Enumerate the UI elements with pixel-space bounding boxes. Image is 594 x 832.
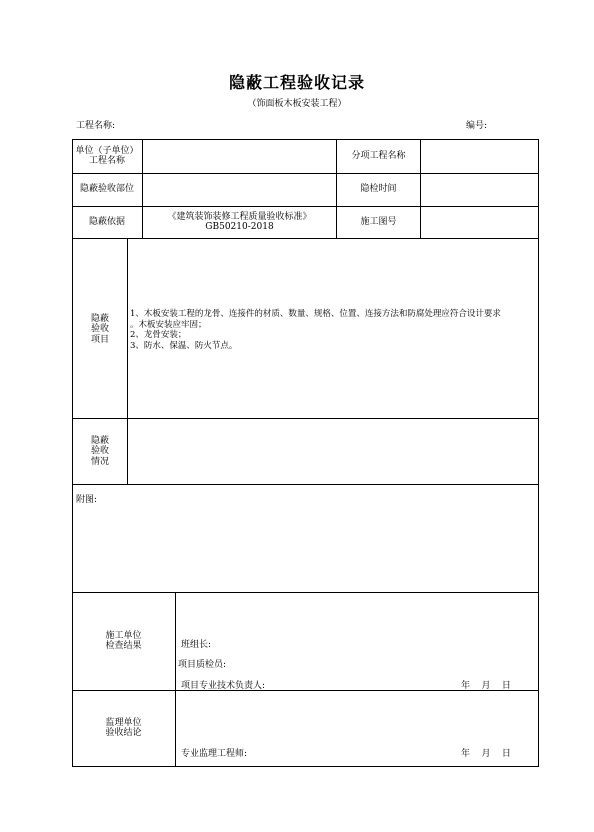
- team-leader-label: 班组长:: [181, 640, 212, 650]
- inspection-time-value[interactable]: [421, 173, 538, 206]
- number-label: 编号:: [466, 121, 488, 131]
- items-text: 1、木板安装工程的龙骨、连接件的材质、数量、规格、位置、连接方法和防腐处理应符合设计要求 。木板安装应牢固； 2、龙骨安装； 3、防水、保温、防火节点。: [130, 309, 501, 351]
- row-divider: [72, 238, 539, 239]
- unit-name-label: 单位（子单位） 工程名称: [75, 145, 139, 166]
- hidden-part-label: 隐蔽验收部位: [79, 184, 134, 195]
- basis-value: 《建筑装饰装修工程质量验收标准》 GB50210-2018: [167, 211, 312, 232]
- basis-label: 隐蔽依据: [88, 216, 125, 227]
- col-divider: [175, 592, 176, 766]
- hidden-part-value[interactable]: [143, 173, 336, 206]
- subproject-name-label: 分项工程名称: [351, 150, 406, 161]
- items-label: 隐蔽 验收 项目: [90, 314, 109, 345]
- supervision-unit-label: 监理单位 验收结论: [105, 717, 142, 738]
- page-subtitle: （饰面板木板安装工程）: [247, 99, 347, 109]
- table-border-bottom: [72, 766, 539, 767]
- row-divider: [72, 484, 539, 485]
- page-title: 隐蔽工程验收记录: [228, 73, 365, 92]
- attached-drawing-label: 附图:: [76, 495, 98, 505]
- inspection-time-label: 隐检时间: [360, 184, 397, 195]
- quality-inspector-label: 项目质检员:: [178, 660, 227, 670]
- construction-unit-label: 施工单位 检查结果: [105, 630, 142, 651]
- subproject-name-value[interactable]: [421, 139, 538, 173]
- situation-label: 隐蔽 验收 情况: [90, 436, 109, 467]
- table-border-right: [538, 139, 539, 767]
- situation-value[interactable]: [128, 419, 538, 484]
- tech-leader-label: 项目专业技术负责人:: [181, 681, 266, 691]
- supervision-engineer-label: 专业监理工程师:: [181, 749, 248, 759]
- drawing-number-value[interactable]: [421, 206, 538, 238]
- date-construction: 年 月 日: [461, 681, 511, 691]
- drawing-number-label: 施工图号: [360, 216, 397, 227]
- date-supervision: 年 月 日: [461, 749, 511, 759]
- unit-name-value[interactable]: [143, 139, 336, 173]
- project-name-label: 工程名称:: [76, 121, 116, 131]
